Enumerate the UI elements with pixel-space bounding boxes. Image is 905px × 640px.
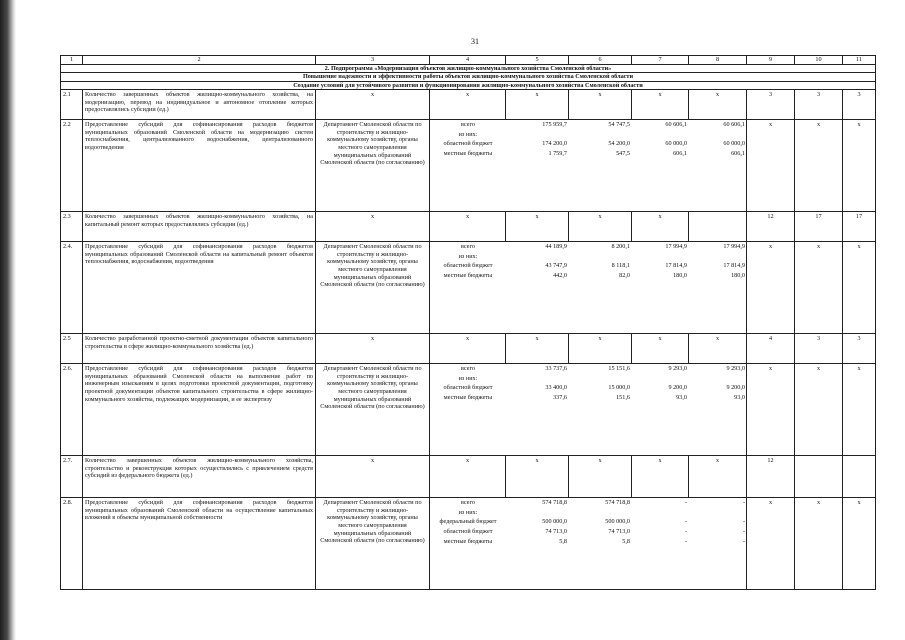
table-row (61, 90, 876, 120)
financing-amount: 60 000,0 (665, 140, 687, 148)
financing-amount: 5,8 (559, 537, 567, 545)
financing-cell (430, 498, 747, 590)
financing-cell (430, 364, 747, 456)
indicator-value (795, 456, 843, 498)
financing-source: местные бюджеты (443, 393, 493, 401)
financing-amount: 60 606,1 (723, 121, 745, 129)
row-value: x (569, 212, 632, 242)
row-value: x (506, 90, 569, 120)
financing-amount: 9 293,0 (726, 365, 745, 373)
financing-amount: 442,0 (553, 271, 567, 279)
row-description: Количество завершенных объектов жилищно-коммунального хозяйства, на модернизацию, перевод на индивидуальное и автономное отопление которых предоставлялись субсидии (ед.) (83, 90, 316, 120)
financing-amount: 500 000,0 (542, 518, 567, 526)
financing-table (430, 120, 747, 158)
financing-row (430, 383, 747, 393)
financing-amount: 5,8 (622, 537, 630, 545)
financing-amount: 93,0 (676, 393, 687, 401)
financing-amount (506, 374, 569, 384)
financing-row (430, 393, 747, 403)
financing-amount: 500 000,0 (605, 518, 630, 526)
row-number: 2.1 (61, 90, 83, 120)
financing-amount: 33 737,6 (545, 365, 567, 373)
financing-source: областной бюджет (443, 527, 493, 535)
financing-amount: 17 814,9 (723, 262, 745, 270)
financing-amount: 54 747,5 (608, 121, 630, 129)
financing-amount: - (742, 527, 745, 535)
row-executor: Департамент Смоленской области по строительству и жилищно-коммунальному хозяйству, органы местного самоуправления муниципальных образований Смоленской области (по согласованию) (316, 498, 430, 590)
row-executor: x (316, 334, 430, 364)
row-number: 2.5 (61, 334, 83, 364)
financing-amount: 547,5 (616, 149, 630, 157)
financing-source: всего (461, 243, 475, 251)
financing-row (430, 271, 747, 281)
financing-amount (569, 130, 632, 140)
financing-amount: 8 200,1 (611, 243, 630, 251)
section-title-row (61, 64, 876, 73)
financing-source: местные бюджеты (443, 537, 493, 545)
indicator-value: x (843, 364, 876, 456)
financing-row (430, 130, 747, 140)
row-value: x (632, 90, 689, 120)
indicator-value: 3 (843, 90, 876, 120)
indicator-value: x (747, 498, 795, 590)
row-value: x (506, 334, 569, 364)
indicator-value (843, 456, 876, 498)
column-number: 3 (316, 56, 430, 65)
financing-amount: 9 293,0 (668, 365, 687, 373)
row-number: 2.8. (61, 498, 83, 590)
row-value: x (569, 90, 632, 120)
financing-amount (506, 252, 569, 262)
financing-row (430, 527, 747, 537)
financing-amount: 151,6 (616, 393, 630, 401)
financing-amount (569, 252, 632, 262)
table-row (61, 120, 876, 212)
financing-amount: - (684, 537, 687, 545)
indicator-value: x (843, 498, 876, 590)
row-executor: x (316, 90, 430, 120)
financing-table (430, 498, 747, 546)
financing-amount: 60 000,0 (723, 140, 745, 148)
financing-amount: 17 994,9 (723, 243, 745, 251)
financing-amount: 9 200,0 (668, 384, 687, 392)
financing-amount: 33 400,0 (545, 384, 567, 392)
column-number: 10 (795, 56, 843, 65)
section-title: 2. Подпрограмма «Модернизация объектов жилищно-коммунального хозяйства Смоленской области» (61, 64, 876, 73)
financing-amount: 74 713,0 (608, 527, 630, 535)
financing-source: местные бюджеты (443, 271, 493, 279)
financing-source: из них: (458, 508, 478, 516)
column-number: 9 (747, 56, 795, 65)
financing-amount: 175 959,7 (542, 121, 567, 129)
program-table (60, 55, 876, 590)
financing-amount: - (742, 518, 745, 526)
row-executor: x (316, 212, 430, 242)
financing-amount: 174 200,0 (542, 140, 567, 148)
row-number: 2.6. (61, 364, 83, 456)
indicator-value: 3 (795, 90, 843, 120)
row-value: x (569, 334, 632, 364)
financing-amount (569, 374, 632, 384)
financing-amount: - (742, 499, 745, 507)
row-description: Предоставление субсидий для софинансирования расходов бюджетов муниципальных образований Смоленской области на осуществление капитальных вложений в объекты муниципальной собственности (83, 498, 316, 590)
financing-source: из них: (458, 374, 478, 382)
table-row (61, 364, 876, 456)
financing-amount (632, 130, 689, 140)
row-executor: Департамент Смоленской области по строительству и жилищно-коммунальному хозяйству, органы местного самоуправления муниципальных образований Смоленской области (по согласованию) (316, 242, 430, 334)
table-row (61, 334, 876, 364)
column-number: 4 (430, 56, 506, 65)
row-value: x (506, 456, 569, 498)
financing-amount: 60 606,1 (665, 121, 687, 129)
financing-source: всего (461, 365, 475, 373)
financing-row (430, 149, 747, 159)
financing-amount: - (684, 499, 687, 507)
financing-amount: 82,0 (619, 271, 630, 279)
financing-row (430, 537, 747, 547)
financing-source: областной бюджет (443, 262, 493, 270)
financing-amount (569, 508, 632, 518)
indicator-value: 3 (747, 90, 795, 120)
financing-source: федеральный бюджет (439, 518, 497, 526)
financing-row (430, 139, 747, 149)
indicator-value: x (795, 498, 843, 590)
row-number: 2.4. (61, 242, 83, 334)
financing-source: областной бюджет (443, 140, 493, 148)
row-executor: x (316, 456, 430, 498)
financing-row (430, 364, 747, 374)
row-source: x (430, 212, 506, 242)
financing-amount: 606,1 (731, 149, 745, 157)
indicator-value: x (795, 242, 843, 334)
financing-row (430, 517, 747, 527)
financing-source: из них: (458, 130, 478, 138)
row-description: Количество завершенных объектов жилищно-коммунального хозяйства, на капитальный ремонт которых предоставлялись субсидии (ед.) (83, 212, 316, 242)
financing-amount (689, 374, 747, 384)
row-source: x (430, 90, 506, 120)
row-source: x (430, 334, 506, 364)
row-value: x (689, 456, 747, 498)
financing-table (430, 364, 747, 402)
financing-row (430, 252, 747, 262)
financing-amount: 9 200,0 (726, 384, 745, 392)
financing-amount: 15 151,6 (608, 365, 630, 373)
financing-amount: - (684, 518, 687, 526)
indicator-value: 3 (843, 334, 876, 364)
column-number: 7 (632, 56, 689, 65)
financing-amount: 180,0 (673, 271, 687, 279)
row-description: Количество разработанной проектно-сметной документации объектов капитального строительства в сфере жилищно-коммунального хозяйства (ед.) (83, 334, 316, 364)
financing-amount: 337,6 (553, 393, 567, 401)
financing-amount: 17 814,9 (665, 262, 687, 270)
row-value: x (506, 212, 569, 242)
financing-amount: 8 118,1 (611, 262, 630, 270)
indicator-value: 4 (747, 334, 795, 364)
row-description: Предоставление субсидий для софинансирования расходов бюджетов муниципальных образований Смоленской области на капитальный ремонт объектов теплоснабжения, водоснабжения, водоотведения (83, 242, 316, 334)
financing-amount (689, 252, 747, 262)
indicator-value: 17 (795, 212, 843, 242)
financing-row (430, 508, 747, 518)
financing-amount (689, 508, 747, 518)
row-number: 2.3 (61, 212, 83, 242)
financing-row (430, 120, 747, 130)
row-value: x (632, 212, 689, 242)
scan-edge-shadow (0, 0, 16, 640)
indicator-value: x (843, 242, 876, 334)
financing-row (430, 374, 747, 384)
financing-amount: - (742, 537, 745, 545)
row-executor: Департамент Смоленской области по строительству и жилищно-коммунальному хозяйству, органы местного самоуправления муниципальных образований Смоленской области (по согласованию) (316, 120, 430, 212)
financing-amount (632, 374, 689, 384)
financing-cell (430, 120, 747, 212)
financing-amount: 17 994,9 (665, 243, 687, 251)
financing-amount (689, 130, 747, 140)
column-number: 8 (689, 56, 747, 65)
row-value (689, 212, 747, 242)
financing-row (430, 261, 747, 271)
indicator-value: 12 (747, 456, 795, 498)
row-description: Предоставление субсидий для софинансирования расходов бюджетов муниципальных образований Смоленской области на выполнение работ по инженерным изысканиям в целях подготовки проектной документации, подготовку проектной документации объектов капитального строительства в сфере жилищно-коммунального хозяйства, подлежащих модернизации, и ее экспертизу (83, 364, 316, 456)
financing-row (430, 242, 747, 252)
column-number-row (61, 56, 876, 65)
financing-cell (430, 242, 747, 334)
indicator-value: x (795, 364, 843, 456)
indicator-value: 3 (795, 334, 843, 364)
column-number: 6 (569, 56, 632, 65)
row-value: x (632, 334, 689, 364)
table-row (61, 456, 876, 498)
financing-amount: 43 747,9 (545, 262, 567, 270)
financing-amount: 574 718,8 (542, 499, 567, 507)
column-number: 2 (83, 56, 316, 65)
indicator-value: x (795, 120, 843, 212)
indicator-value: 12 (747, 212, 795, 242)
row-value: x (569, 456, 632, 498)
column-number: 1 (61, 56, 83, 65)
page-number: 31 (471, 37, 479, 46)
financing-amount: 74 713,0 (545, 527, 567, 535)
indicator-value: x (747, 242, 795, 334)
row-description: Количество завершенных объектов жилищно-коммунального хозяйства, строительство и реконструкция которых осуществлялись с привлечением средств субсидий из федерального бюджета (ед.) (83, 456, 316, 498)
financing-amount (506, 130, 569, 140)
row-value: x (689, 334, 747, 364)
indicator-value: x (843, 120, 876, 212)
financing-amount: 54 200,0 (608, 140, 630, 148)
table-row (61, 242, 876, 334)
financing-amount (506, 508, 569, 518)
table-row (61, 498, 876, 590)
column-number: 5 (506, 56, 569, 65)
table-row (61, 212, 876, 242)
financing-amount: 574 718,8 (605, 499, 630, 507)
row-source: x (430, 456, 506, 498)
financing-amount (632, 252, 689, 262)
row-description: Предоставление субсидий для софинансирования расходов бюджетов муниципальных образований Смоленской области на модернизацию систем теплоснабжения, централизованного водоснабжения, централизованного водоотведения (83, 120, 316, 212)
financing-source: всего (461, 499, 475, 507)
indicator-value: x (747, 120, 795, 212)
section-title: Создание условий для устойчивого развития и функционирования жилищно-коммунального хозяйства Смоленской области (61, 81, 876, 90)
financing-source: из них: (458, 252, 478, 260)
financing-amount: 606,1 (673, 149, 687, 157)
financing-amount: 44 189,9 (545, 243, 567, 251)
financing-amount: - (684, 527, 687, 535)
column-number: 11 (843, 56, 876, 65)
financing-amount: 180,0 (731, 271, 745, 279)
financing-amount: 93,0 (734, 393, 745, 401)
row-number: 2.7. (61, 456, 83, 498)
indicator-value: 17 (843, 212, 876, 242)
section-title-row (61, 81, 876, 90)
row-value: x (689, 90, 747, 120)
section-title-row (61, 73, 876, 82)
financing-source: областной бюджет (443, 384, 493, 392)
row-executor: Департамент Смоленской области по строительству и жилищно-коммунальному хозяйству, органы местного самоуправления муниципальных образований Смоленской области (по согласованию) (316, 364, 430, 456)
indicator-value: x (747, 364, 795, 456)
financing-table (430, 242, 747, 280)
section-title: Повышение надежности и эффективности работы объектов жилищно-коммунального хозяйства Смоленской области (61, 73, 876, 82)
financing-row (430, 498, 747, 508)
financing-source: всего (461, 121, 475, 129)
financing-amount: 1 759,7 (548, 149, 567, 157)
row-value: x (632, 456, 689, 498)
financing-amount: 15 000,0 (608, 384, 630, 392)
financing-amount (632, 508, 689, 518)
row-number: 2.2 (61, 120, 83, 212)
financing-source: местные бюджеты (443, 149, 493, 157)
